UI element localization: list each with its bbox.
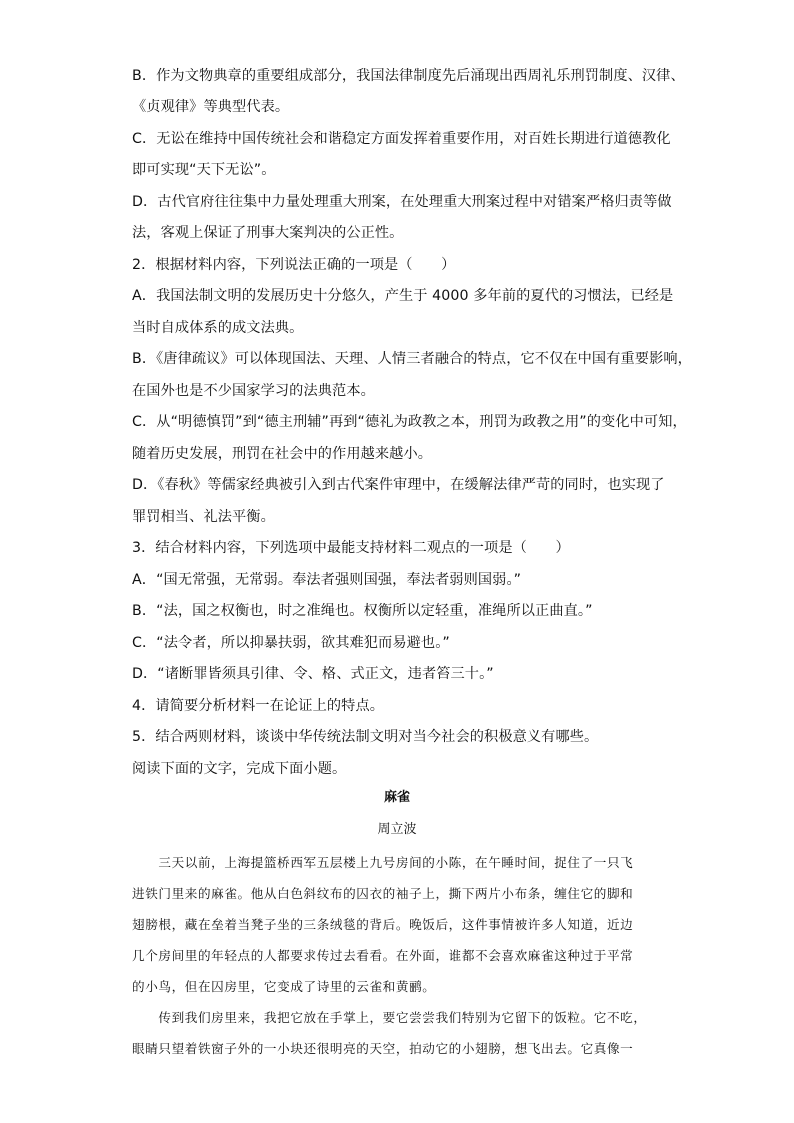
question-2: 2．根据材料内容，下列说法正确的一项是（ ） bbox=[132, 257, 456, 273]
question-5: 5．结合两则材料，谈谈中华传统法制文明对当今社会的积极意义有哪些。 bbox=[132, 729, 599, 745]
option-2c-line-1: C．从“明德慎罚”到“德主刑辅”再到“德礼为政教之本，刑罚为政教之用”的变化中可知， bbox=[132, 414, 687, 430]
question-4: 4．请简要分析材料一在论证上的特点。 bbox=[132, 698, 385, 714]
option-1d-line-2: 法，客观上保证了刑事大案判决的公正性。 bbox=[132, 225, 404, 241]
story-paragraph-line: 进铁门里来的麻雀。他从白色斜纹布的囚衣的袖子上，撕下两片小布条，缠住它的脚和 bbox=[132, 886, 634, 901]
option-2d-line-2: 罪罚相当、礼法平衡。 bbox=[132, 509, 275, 525]
story-paragraph-line: 的小鸟，但在囚房里，它变成了诗里的云雀和黄鹂。 bbox=[132, 979, 436, 994]
option-2d-line-1: D．《春秋》等儒家经典被引入到古代案件审理中，在缓解法律严苛的同时，也实现了 bbox=[132, 477, 665, 493]
option-1c-line-1: C．无讼在维持中国传统社会和谐稳定方面发挥着重要作用，对百姓长期进行道德教化 bbox=[132, 131, 671, 147]
story-paragraph-line: 眼睛只望着铁窗子外的一小块还很明亮的天空，拍动它的小翅膀，想飞出去。它真像一 bbox=[132, 1041, 634, 1056]
reading-instruction: 阅读下面的文字，完成下面小题。 bbox=[132, 761, 347, 777]
option-2b-line-2: 在国外也是不少国家学习的法典范本。 bbox=[132, 383, 375, 399]
option-2a-line-1: A．我国法制文明的发展历史十分悠久，产生于 4000 多年前的夏代的习惯法，已经是 bbox=[132, 288, 674, 304]
option-3b: B．“法，国之权衡也，时之准绳也。权衡所以定轻重，准绳所以正曲直。” bbox=[132, 603, 593, 619]
option-2a-line-2: 当时自成体系的成文法典。 bbox=[132, 320, 304, 336]
question-3: 3．结合材料内容，下列选项中最能支持材料二观点的一项是（ ） bbox=[132, 540, 570, 556]
story-paragraph-line: 翅膀根，藏在垒着当凳子坐的三条绒毯的背后。晚饭后，这件事情被许多人知道，近边 bbox=[132, 917, 634, 932]
option-1d-line-1: D．古代官府往往集中力量处理重大刑案，在处理重大刑案过程中对错案严格归责等做 bbox=[132, 194, 672, 210]
option-1c-line-2: 即可实现“天下无讼”。 bbox=[132, 162, 276, 178]
option-1b-line-1: B．作为文物典章的重要组成部分，我国法律制度先后涌现出西周礼乐刑罚制度、汉律、 bbox=[132, 68, 685, 84]
option-1b-line-2: 《贞观律》等典型代表。 bbox=[132, 99, 290, 115]
option-3a: A．“国无常强，无常弱。奉法者强则国强，奉法者弱则国弱。” bbox=[132, 572, 522, 588]
option-3d: D．“诸断罪皆须具引律、令、格、式正文，违者笞三十。” bbox=[132, 666, 494, 682]
story-paragraph-line: 几个房间里的年轻点的人都要求传过去看看。在外面，谁都不会喜欢麻雀这种过于平常 bbox=[132, 948, 634, 963]
story-title: 麻雀 bbox=[383, 790, 410, 805]
story-author: 周立波 bbox=[377, 822, 417, 837]
option-2b-line-1: B．《唐律疏议》可以体现国法、天理、人情三者融合的特点，它不仅在中国有重要影响， bbox=[132, 351, 692, 367]
option-2c-line-2: 随着历史发展，刑罚在社会中的作用越来越小。 bbox=[132, 446, 433, 462]
story-paragraph-line: 三天以前，上海提篮桥西军五层楼上九号房间的小陈，在午睡时间，捉住了一只飞 bbox=[132, 855, 634, 870]
option-3c: C．“法令者，所以抑暴扶弱，欲其难犯而易避也。” bbox=[132, 635, 450, 651]
story-paragraph-line: 传到我们房里来，我把它放在手掌上，要它尝尝我们特别为它留下的饭粒。它不吃， bbox=[132, 1010, 647, 1025]
